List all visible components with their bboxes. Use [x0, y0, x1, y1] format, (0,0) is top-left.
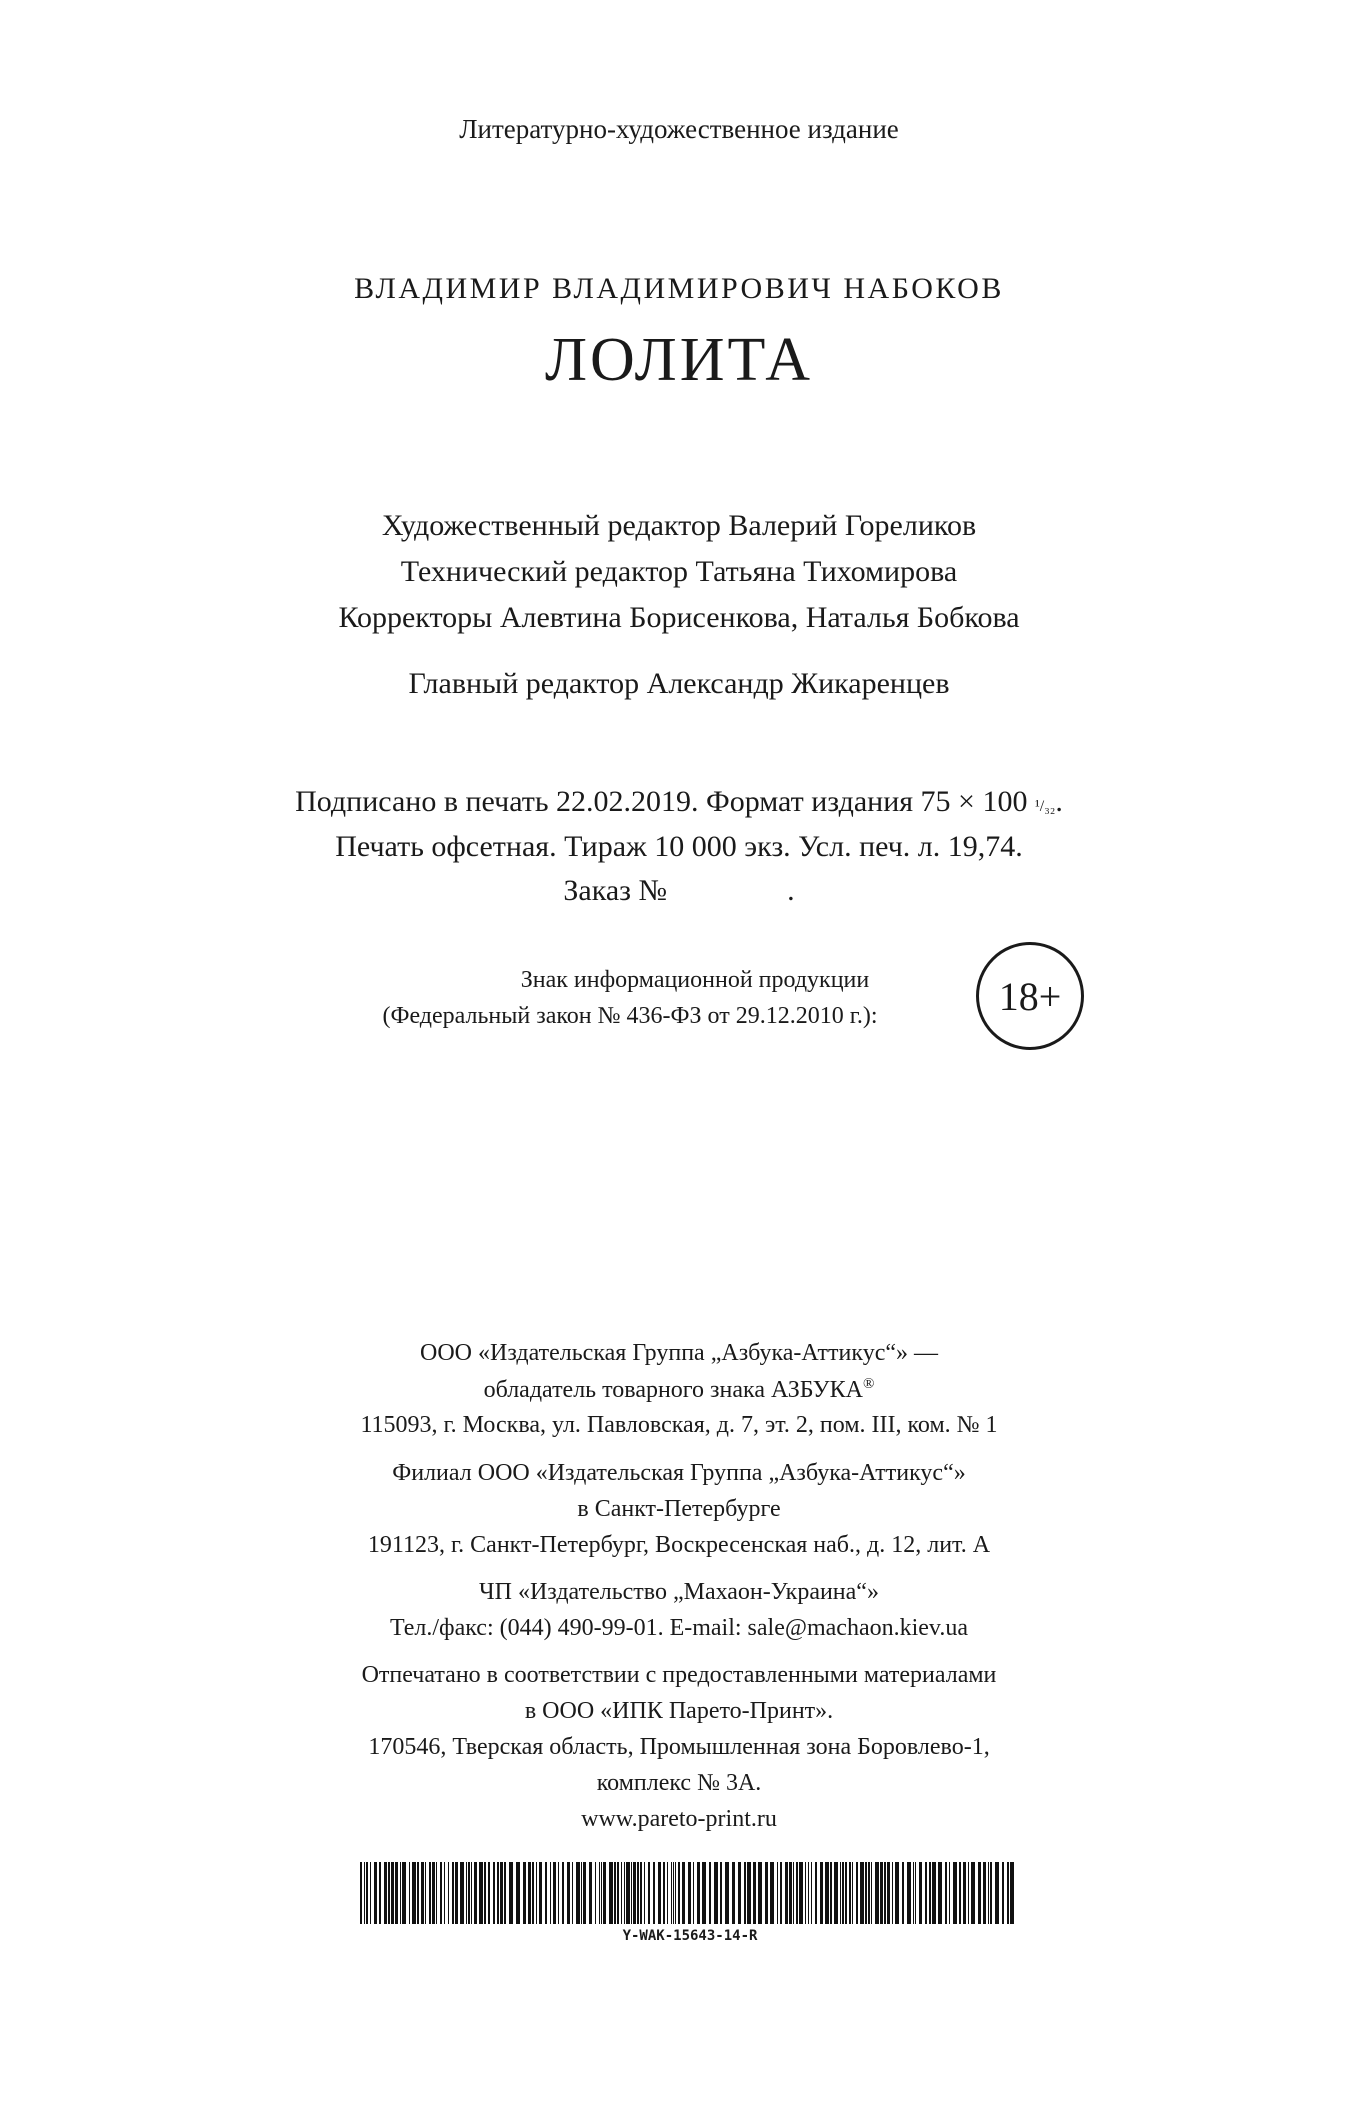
barcode-bar: [484, 1862, 486, 1924]
printer-name: в ООО «ИПК Парето-Принт».: [524, 1698, 834, 1724]
barcode-bar: [820, 1862, 823, 1924]
barcode-bar: [959, 1862, 961, 1924]
barcode-bar: [500, 1862, 503, 1924]
barcode-bar: [865, 1862, 867, 1924]
barcode-bar: [667, 1862, 668, 1924]
publisher-address: 115093, г. Москва, ул. Павловская, д. 7, эт. 2, пом. III, ком. № 1: [360, 1412, 998, 1438]
barcode-bar: [702, 1862, 706, 1924]
barcode-bar: [811, 1862, 812, 1924]
proofreaders: Корректоры Алевтина Борисенкова, Наталья Бобкова: [338, 601, 1020, 634]
barcode-bar: [953, 1862, 957, 1924]
barcode-label: Y-WAK-15643-14-R: [622, 1928, 758, 1944]
barcode-bar: [466, 1862, 467, 1924]
barcode-bar: [370, 1862, 371, 1924]
book-title: ЛОЛИТА: [544, 326, 814, 394]
barcode-bar: [845, 1862, 847, 1924]
barcode-bar: [493, 1862, 495, 1924]
barcode-bar: [971, 1862, 975, 1924]
barcode-bar: [825, 1862, 829, 1924]
barcode-bar: [409, 1862, 410, 1924]
barcode-bar: [753, 1862, 756, 1924]
barcode-bar: [421, 1862, 424, 1924]
barcode-bar: [567, 1862, 570, 1924]
barcode-bar: [595, 1862, 596, 1924]
publisher-trademark: [0, 1376, 1358, 1404]
barcode-bar: [938, 1862, 942, 1924]
barcode-bar: [626, 1862, 630, 1924]
barcode-bar: [744, 1862, 746, 1924]
barcode-bar: [528, 1862, 531, 1924]
author-name: ВЛАДИМИР ВЛАДИМИРОВИЧ НАБОКОВ: [354, 272, 1004, 305]
barcode-bar: [929, 1862, 931, 1924]
barcode-bar: [455, 1862, 458, 1924]
barcode-bar: [539, 1862, 542, 1924]
printer-complex: комплекс № 3А.: [596, 1770, 762, 1796]
print-format-end: .: [1055, 785, 1063, 818]
age-rating-label: Знак информационной продукции: [520, 967, 870, 993]
barcode-bar: [978, 1862, 981, 1924]
barcode-bar: [725, 1862, 729, 1924]
registered-mark: ®: [863, 1376, 875, 1392]
barcode-bar: [366, 1862, 368, 1924]
barcode-bar: [945, 1862, 947, 1924]
barcode-bar: [504, 1862, 506, 1924]
barcode-bar: [1007, 1862, 1009, 1924]
barcode-bar: [805, 1862, 806, 1924]
branch-address: 191123, г. Санкт-Петербург, Воскресенская наб., д. 12, лит. А: [367, 1532, 991, 1558]
barcode-bar: [925, 1862, 927, 1924]
barcode-bar: [793, 1862, 794, 1924]
barcode-bar: [523, 1862, 526, 1924]
barcode-bar: [860, 1862, 864, 1924]
barcode-bar: [747, 1862, 751, 1924]
printer-website: www.pareto-print.ru: [581, 1806, 777, 1832]
barcode-bar: [913, 1862, 914, 1924]
barcode-bar: [471, 1862, 472, 1924]
barcode-bar: [479, 1862, 483, 1924]
barcode-bar: [550, 1862, 551, 1924]
barcode-bar: [572, 1862, 573, 1924]
barcode-bar: [688, 1862, 691, 1924]
barcode-bar: [682, 1862, 685, 1924]
barcode-bar: [364, 1862, 365, 1924]
barcode-bar: [902, 1862, 904, 1924]
barcode-bar: [842, 1862, 844, 1924]
barcode-bar: [963, 1862, 966, 1924]
barcode-bar: [663, 1862, 665, 1924]
barcode-bar: [644, 1862, 645, 1924]
barcode-bar: [516, 1862, 520, 1924]
barcode-bar: [758, 1862, 762, 1924]
barcode-bar: [849, 1862, 851, 1924]
barcode-bar: [648, 1862, 650, 1924]
age-rating-law: (Федеральный закон № 436-ФЗ от 29.12.2010 г.):: [382, 1003, 878, 1029]
barcode-bar: [720, 1862, 722, 1924]
barcode-bar: [915, 1862, 916, 1924]
barcode-bar: [770, 1862, 774, 1924]
barcode-bar: [875, 1862, 879, 1924]
barcode-bar: [589, 1862, 592, 1924]
barcode-bar: [488, 1862, 490, 1924]
barcode-bar: [884, 1862, 886, 1924]
barcode-bar: [400, 1862, 401, 1924]
publisher-name: ООО «Издательская Группа „Азбука-Аттикус“» —: [420, 1340, 938, 1366]
barcode-bar: [581, 1862, 582, 1924]
barcode-bar: [789, 1862, 792, 1924]
barcode-bar: [379, 1862, 381, 1924]
barcode-bar: [671, 1862, 672, 1924]
barcode-bar: [395, 1862, 398, 1924]
barcode-bar: [460, 1862, 464, 1924]
barcode-bar: [1010, 1862, 1014, 1924]
barcode-bar: [1002, 1862, 1004, 1924]
barcode-bar: [633, 1862, 636, 1924]
barcode-bar: [474, 1862, 477, 1924]
barcode-bar: [562, 1862, 564, 1924]
ukraine-publisher: ЧП «Издательство „Махаон-Украина“»: [479, 1579, 879, 1605]
barcode-bar: [732, 1862, 735, 1924]
barcode-bar: [777, 1862, 778, 1924]
barcode-bar: [417, 1862, 419, 1924]
barcode: [360, 1862, 1020, 1924]
barcode-bar: [852, 1862, 853, 1924]
barcode-bar: [840, 1862, 841, 1924]
barcode-bar: [614, 1862, 616, 1924]
barcode-bar: [436, 1862, 437, 1924]
barcode-bar: [576, 1862, 580, 1924]
barcode-bar: [880, 1862, 883, 1924]
art-editor: Художественный редактор Валерий Гореликов: [381, 509, 977, 542]
barcode-bar: [374, 1862, 377, 1924]
barcode-bar: [637, 1862, 639, 1924]
barcode-bar: [640, 1862, 642, 1924]
barcode-bar: [830, 1862, 832, 1924]
barcode-bar: [658, 1862, 661, 1924]
barcode-bar: [391, 1862, 394, 1924]
barcode-bar: [545, 1862, 547, 1924]
barcode-bar: [709, 1862, 711, 1924]
barcode-bar: [983, 1862, 986, 1924]
barcode-bar: [895, 1862, 899, 1924]
barcode-bar: [678, 1862, 680, 1924]
chief-editor: Главный редактор Александр Жикаренцев: [408, 667, 950, 700]
barcode-bar: [697, 1862, 700, 1924]
barcode-bar: [444, 1862, 445, 1924]
barcode-bar: [429, 1862, 431, 1924]
print-format-fraction: ¹/₃₂: [1034, 798, 1056, 815]
barcode-bar: [990, 1862, 992, 1924]
barcode-bar: [834, 1862, 838, 1924]
print-info-line1: [0, 785, 1358, 819]
barcode-bar: [988, 1862, 989, 1924]
printer-address: 170546, Тверская область, Промышленная зона Боровлево-1,: [368, 1734, 990, 1760]
barcode-bar: [412, 1862, 416, 1924]
trademark-text: обладатель товарного знака АЗБУКА: [483, 1377, 864, 1403]
barcode-bar: [907, 1862, 911, 1924]
barcode-bar: [738, 1862, 741, 1924]
barcode-bar: [871, 1862, 872, 1924]
barcode-bar: [601, 1862, 602, 1924]
barcode-bar: [995, 1862, 999, 1924]
barcode-bar: [868, 1862, 870, 1924]
barcode-bar: [583, 1862, 586, 1924]
barcode-bar: [509, 1862, 513, 1924]
barcode-bar: [887, 1862, 890, 1924]
edition-type: Литературно-художественное издание: [459, 114, 899, 144]
barcode-bar: [384, 1862, 387, 1924]
barcode-bar: [388, 1862, 390, 1924]
barcode-bar: [536, 1862, 537, 1924]
order-number: Заказ № .: [563, 874, 795, 907]
barcode-bar: [452, 1862, 454, 1924]
tech-editor: Технический редактор Татьяна Тихомирова: [400, 555, 958, 588]
barcode-bar: [558, 1862, 559, 1924]
barcode-bar: [617, 1862, 619, 1924]
print-info-line2: Печать офсетная. Тираж 10 000 экз. Усл. печ. л. 19,74.: [335, 830, 1023, 863]
printer-note: Отпечатано в соответствии с предоставленными материалами: [361, 1662, 997, 1688]
ukraine-contacts: Тел./факс: (044) 490-99-01. E-mail: sale@machaon.kiev.ua: [389, 1615, 969, 1641]
barcode-bar: [815, 1862, 817, 1924]
barcode-bar: [949, 1862, 950, 1924]
barcode-bar: [919, 1862, 922, 1924]
barcode-bar: [780, 1862, 782, 1924]
barcode-bar: [468, 1862, 470, 1924]
barcode-bar: [796, 1862, 798, 1924]
barcode-bar: [785, 1862, 788, 1924]
print-format: Подписано в печать 22.02.2019. Формат издания 75 × 100: [295, 785, 1035, 818]
barcode-bar: [360, 1862, 362, 1924]
barcode-bar: [624, 1862, 625, 1924]
barcode-bar: [653, 1862, 655, 1924]
barcode-bar: [553, 1862, 556, 1924]
barcode-bar: [932, 1862, 936, 1924]
barcode-bar: [892, 1862, 893, 1924]
barcode-bar: [765, 1862, 768, 1924]
branch-name: Филиал ООО «Издательская Группа „Азбука-Аттикус“»: [392, 1460, 966, 1486]
barcode-bar: [673, 1862, 674, 1924]
age-rating-badge: 18+: [976, 942, 1084, 1050]
barcode-bar: [448, 1862, 449, 1924]
barcode-bar: [631, 1862, 632, 1924]
barcode-bar: [432, 1862, 435, 1924]
barcode-bar: [808, 1862, 809, 1924]
barcode-bar: [532, 1862, 534, 1924]
barcode-bar: [621, 1862, 622, 1924]
barcode-bar: [856, 1862, 858, 1924]
barcode-bar: [402, 1862, 406, 1924]
barcode-bar: [603, 1862, 606, 1924]
barcode-bar: [693, 1862, 694, 1924]
branch-city: в Санкт-Петербурге: [577, 1496, 781, 1522]
barcode-bar: [799, 1862, 803, 1924]
barcode-bar: [968, 1862, 969, 1924]
barcode-bar: [425, 1862, 426, 1924]
barcode-bar: [675, 1862, 676, 1924]
barcode-bar: [599, 1862, 600, 1924]
barcode-bar: [440, 1862, 442, 1924]
barcode-bar: [497, 1862, 499, 1924]
barcode-bar: [609, 1862, 613, 1924]
barcode-bar: [714, 1862, 718, 1924]
